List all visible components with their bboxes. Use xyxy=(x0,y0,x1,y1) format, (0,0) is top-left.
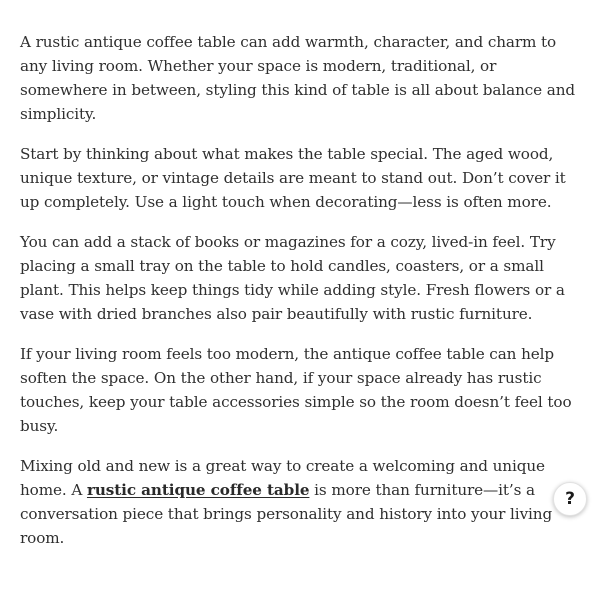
article-body xyxy=(20,30,582,566)
paragraph-modern: If your living room feels too modern, the antique coffee table can help soften the space. On the other hand, if your space already has rustic touches, keep your table accessories simple so the room doesn’t feel too busy. xyxy=(20,345,572,435)
help-button[interactable] xyxy=(553,482,587,516)
paragraph-start: Start by thinking about what makes the table special. The aged wood, unique texture, or vintage details are meant to stand out. Don’t cover it up completely. Use a light touch when decorating—less is often more. xyxy=(20,145,566,211)
closing-text-before: Mixing old and new is a great way to create a welcoming and unique home. A xyxy=(20,457,545,499)
help-icon: ? xyxy=(565,488,575,509)
coffee-table-link[interactable]: rustic antique coffee table xyxy=(86,481,310,499)
closing-text-after: is more than furniture—it’s a conversation piece that brings personality and history into your living room. xyxy=(20,481,553,547)
paragraph-closing xyxy=(20,454,582,550)
paragraph-decor: You can add a stack of books or magazines for a cozy, lived-in feel. Try placing a small tray on the table to hold candles, coasters, or a small plant. This helps keep things tidy while adding style. Fresh flowers or a vase with dried branches also pair beautifully with rustic furniture. xyxy=(20,233,565,323)
paragraph-intro: A rustic antique coffee table can add warmth, character, and charm to any living room. Whether your space is modern, traditional, or somewhere in between, styling this kind of table is all about balance and simplicity. xyxy=(20,33,576,123)
